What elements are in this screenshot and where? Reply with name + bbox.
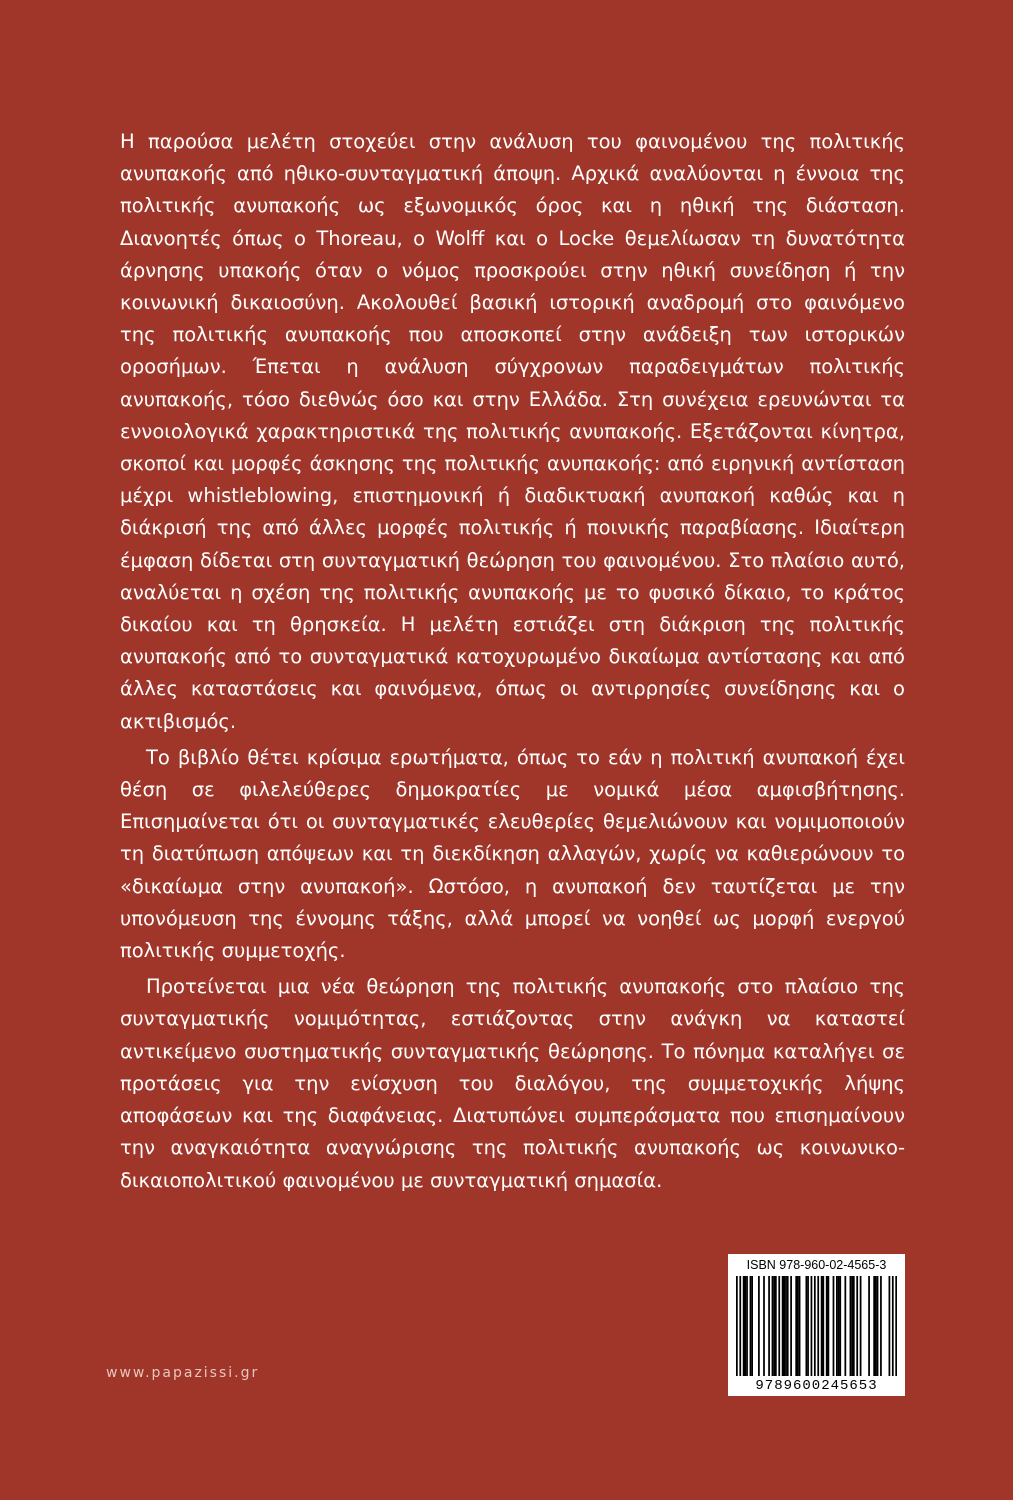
blurb-text (120, 126, 905, 1197)
barcode-bar (773, 1276, 775, 1376)
barcode-bar (860, 1276, 862, 1376)
barcode-bar (822, 1276, 824, 1376)
barcode-bar (772, 1276, 774, 1376)
barcode-bar (790, 1276, 792, 1376)
barcode-bar (839, 1276, 841, 1376)
barcode-bar (795, 1276, 797, 1376)
barcode-bar (743, 1276, 745, 1376)
barcode-bar (875, 1276, 877, 1376)
barcode-bar (856, 1276, 858, 1376)
barcode-bar (739, 1276, 741, 1376)
isbn-barcode-box (728, 1254, 905, 1396)
barcode-bar (744, 1276, 746, 1376)
barcode-bar (746, 1276, 748, 1376)
blurb-paragraph-2: Το βιβλίο θέτει κρίσιμα ερωτήματα, όπως το εάν η πολιτική ανυπακοή έχει θέση σε φιλελεύθερες δημοκρατίες με νομικά μέσα αμφισβήτησης. Επισημαίνεται ότι οι συνταγματικές ελευθερίες θεμελιώνουν και νομιμοποιούν τη διατύπωση απόψεων και τη διεκδίκηση αλλαγών, χωρίς να καθιερώνουν το «δικαίωμα στην ανυπακοή». Ωστόσο, η ανυπακοή δεν ταυτίζεται με την υπονόμευση της έννομης τάξης, αλλά μπορεί να νοηθεί ως μορφή ενεργού πολιτικής συμμετοχής. (120, 745, 905, 963)
barcode-bar (782, 1276, 784, 1376)
barcode-icon (736, 1276, 897, 1376)
barcode-bar (758, 1276, 760, 1376)
blurb-paragraph-3: Προτείνεται μια νέα θεώρηση της πολιτικής ανυπακοής στο πλαίσιο της συνταγματικής νομιμότητας, εστιάζοντας στην ανάγκη να καταστεί αντικείμενο συστηματικής συνταγματικής θεώρησης. Το πόνημα καταλήγει σε προτάσεις για την ενίσχυση του διαλόγου, της συμμετοχικής λήψης αποφάσεων και της διαφάνειας. Διατυπώνει συμπεράσματα που επισημαίνουν την αναγκαιότητα αναγνώρισης της πολιτικής ανυπακοής ως κοινωνικο-δικαιοπολιτικού φαινομένου με συνταγματική σημασία. (120, 975, 905, 1192)
barcode-bar (736, 1276, 738, 1376)
barcode-bar (868, 1276, 870, 1376)
barcode-bar (836, 1276, 838, 1376)
barcode-bar (838, 1276, 840, 1376)
barcode-bar (821, 1276, 823, 1376)
barcode-bar (814, 1276, 816, 1376)
barcode-bar (787, 1276, 789, 1376)
publisher-website: www.papazissi.gr (106, 1365, 260, 1381)
barcode-bar (851, 1276, 853, 1376)
barcode-bar (775, 1276, 777, 1376)
isbn-label: ISBN 978-960-02-4565-3 (746, 1258, 887, 1272)
barcode-bar (797, 1276, 799, 1376)
barcode-bar (850, 1276, 852, 1376)
barcode-bar (805, 1276, 807, 1376)
barcode-bar (895, 1276, 897, 1376)
barcode-bar (807, 1276, 809, 1376)
barcode-bar (768, 1276, 770, 1376)
barcode-bar (799, 1276, 801, 1376)
barcode-bar (889, 1276, 891, 1376)
barcode-bar (877, 1276, 879, 1376)
barcode-bar (844, 1276, 846, 1376)
barcode-bar (880, 1276, 882, 1376)
barcode-bar (892, 1276, 894, 1376)
barcode-bar (750, 1276, 752, 1376)
barcode-bar (751, 1276, 753, 1376)
barcode-bar (811, 1276, 813, 1376)
barcode-bar (783, 1276, 785, 1376)
barcode-bar (763, 1276, 765, 1376)
barcode-bar (817, 1276, 819, 1376)
blurb-paragraph-1: Η παρούσα μελέτη στοχεύει στην ανάλυση του φαινομένου της πολιτικής ανυπακοής από ηθικο-συνταγματική άποψη. Αρχικά αναλύονται η έννοια της πολιτικής ανυπακοής ως εξωνομικός όρος και η ηθική της διάσταση. Διανοητές όπως ο Thoreau, ο Wolff και ο Locke θεμελίωσαν τη δυνατότητα άρνησης υπακοής όταν ο νόμος προσκρούει στην ηθική συνείδηση ή την κοινωνική δικαιοσύνη. Ακολουθεί βασική ιστορική αναδρομή στο φαινόμενο της πολιτικής ανυπακοής που αποσκοπεί στην ανάδειξη των ιστορικών οροσήμων. Έπεται η ανάλυση σύγχρονων παραδειγμάτων πολιτικής ανυπακοής, τόσο διεθνώς όσο και στην Ελλάδα. Στη συνέχεια ερευνώνται τα εννοιολογικά χαρακτηριστικά της πολιτικής ανυπακοής. Εξετάζονται κίνητρα, σκοποί και μορφές άσκησης της πολιτικής ανυπακοής: από ειρηνική αντίσταση μέχρι whistleblowing, επιστημονική ή διαδικτυακή ανυπακοή καθώς και η διάκρισή της από άλλες μορφές πολιτικής ή ποινικής παραβίασης. Ιδιαίτερη έμφαση δίδεται στη συνταγματική θεώρηση του φαινομένου. Στο πλαίσιο αυτό, αναλύεται η σχέση της πολιτικής ανυπακοής με το φυσικό δίκαιο, το κράτος δικαίου και τη θρησκεία. Η μελέτη εστιάζει στη διάκριση της πολιτικής ανυπακοής από το συνταγματικά κατοχυρωμένο δικαίωμα αντίστασης και από άλλες καταστάσεις και φαινόμενα, όπως οι αντιρρησίες συνείδησης και ο ακτιβισμός. (120, 130, 905, 733)
barcode-bar (833, 1276, 835, 1376)
barcode-bar (853, 1276, 855, 1376)
ean-digits: 9789600245653 (755, 1378, 878, 1394)
barcode-bar (873, 1276, 875, 1376)
barcode-bar (826, 1276, 828, 1376)
barcode-bar (785, 1276, 787, 1376)
barcode-bar (778, 1276, 780, 1376)
barcode-bar (828, 1276, 830, 1376)
